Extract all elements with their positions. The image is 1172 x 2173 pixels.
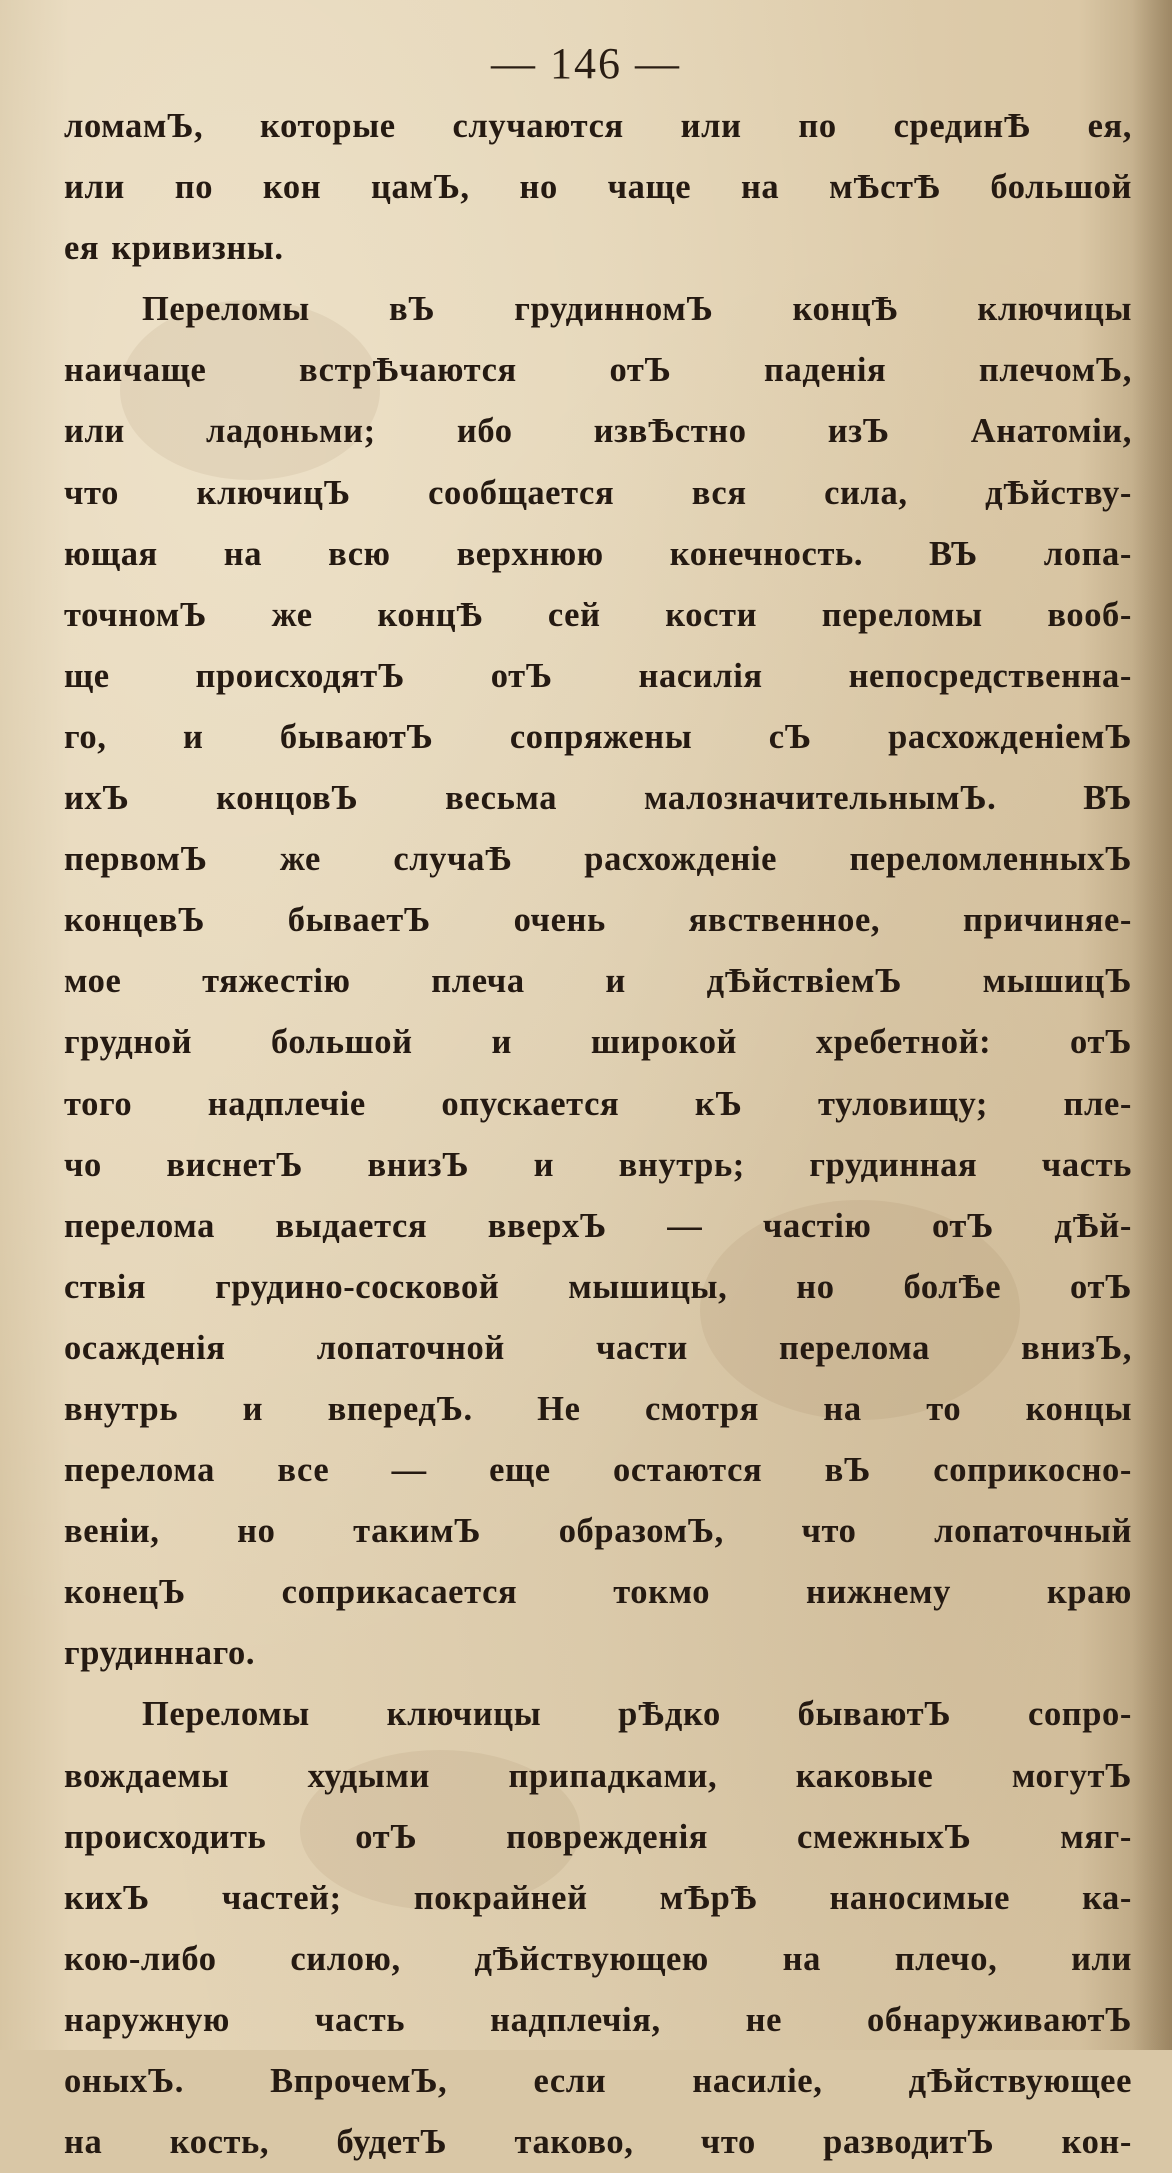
text-line: ломамЪ, которые случаются или по срединѢ ея, [64, 107, 1132, 145]
body-text [64, 96, 1132, 2173]
text-line: го, и бываютЪ сопряжены сЪ расхожденіемЪ [64, 717, 1132, 756]
text-line: ея кривизны. [64, 229, 284, 268]
text-line: или ладоньми; ибо извѢстно изЪ Анатоміи, [64, 412, 1132, 451]
text-line: точномЪ же концѢ сей кости переломы вооб- [64, 595, 1132, 634]
text-line: чо виснетЪ внизЪ и внутрь; грудинная часть [64, 1145, 1132, 1184]
text-line: вождаемы худыми припадками, каковые могутЪ [64, 1756, 1132, 1795]
text-line: конецЪ соприкасается токмо нижнему краю [64, 1573, 1132, 1612]
text-line: грудной большой и широкой хребетной: отЪ [64, 1023, 1132, 1062]
text-line: происходить отЪ поврежденія смежныхЪ мяг- [64, 1817, 1132, 1856]
text-line: что ключицЪ сообщается вся сила, дѢйству- [64, 473, 1132, 512]
text-line: ствія грудино-сосковой мышицы, но болѢе отЪ [64, 1267, 1132, 1306]
page-edge-shadow [1132, 0, 1172, 2050]
page-number: — 146 — [491, 39, 681, 88]
text-line: перелома выдается вверхЪ — частію отЪ дѢй- [64, 1206, 1132, 1245]
text-line: того надплечіе опускается кЪ туловищу; пле- [64, 1084, 1132, 1123]
text-line: внутрь и впередЪ. Не смотря на то концы [64, 1389, 1132, 1428]
text-line: ихЪ концовЪ весьма малозначительнымЪ. ВЪ [64, 779, 1132, 818]
text-line: перелома все — еще остаются вЪ соприкосно- [64, 1451, 1132, 1490]
text-line: концевЪ бываетЪ очень явственное, причиняе- [64, 901, 1132, 940]
text-line: веніи, но такимЪ образомЪ, что лопаточный [64, 1512, 1132, 1551]
text-line: кихЪ частей; покрайней мѢрѢ наносимые ка- [64, 1878, 1132, 1917]
text-line: на кость, будетЪ таково, что разводитЪ кон- [64, 2123, 1132, 2162]
text-line: Переломы вЪ грудинномЪ концѢ ключицы [142, 290, 1132, 329]
text-line: наружную часть надплечія, не обнаруживаютЪ [64, 2000, 1132, 2039]
text-line: наичаще встрѢчаются отЪ паденія плечомЪ, [64, 351, 1132, 390]
text-line: Переломы ключицы рѢдко бываютЪ сопро- [142, 1695, 1132, 1734]
text-line: оныхЪ. ВпрочемЪ, если насиліе, дѢйствующее [64, 2062, 1132, 2100]
text-line: первомЪ же случаѢ расхожденіе переломленныхЪ [64, 840, 1132, 879]
text-line: кою-либо силою, дѢйствующею на плечо, или [64, 1939, 1132, 1978]
text-line: грудиннаго. [64, 1634, 256, 1673]
text-line: или по кон цамЪ, но чаще на мѢстѢ большой [64, 168, 1132, 207]
text-line: ще происходятЪ отЪ насилія непосредственна- [64, 656, 1132, 695]
text-line: ющая на всю верхнюю конечность. ВЪ лопа- [64, 534, 1132, 573]
text-line: мое тяжестію плеча и дѢйствіемЪ мышицЪ [64, 962, 1132, 1001]
text-line: осажденія лопаточной части перелома внизЪ, [64, 1328, 1132, 1367]
